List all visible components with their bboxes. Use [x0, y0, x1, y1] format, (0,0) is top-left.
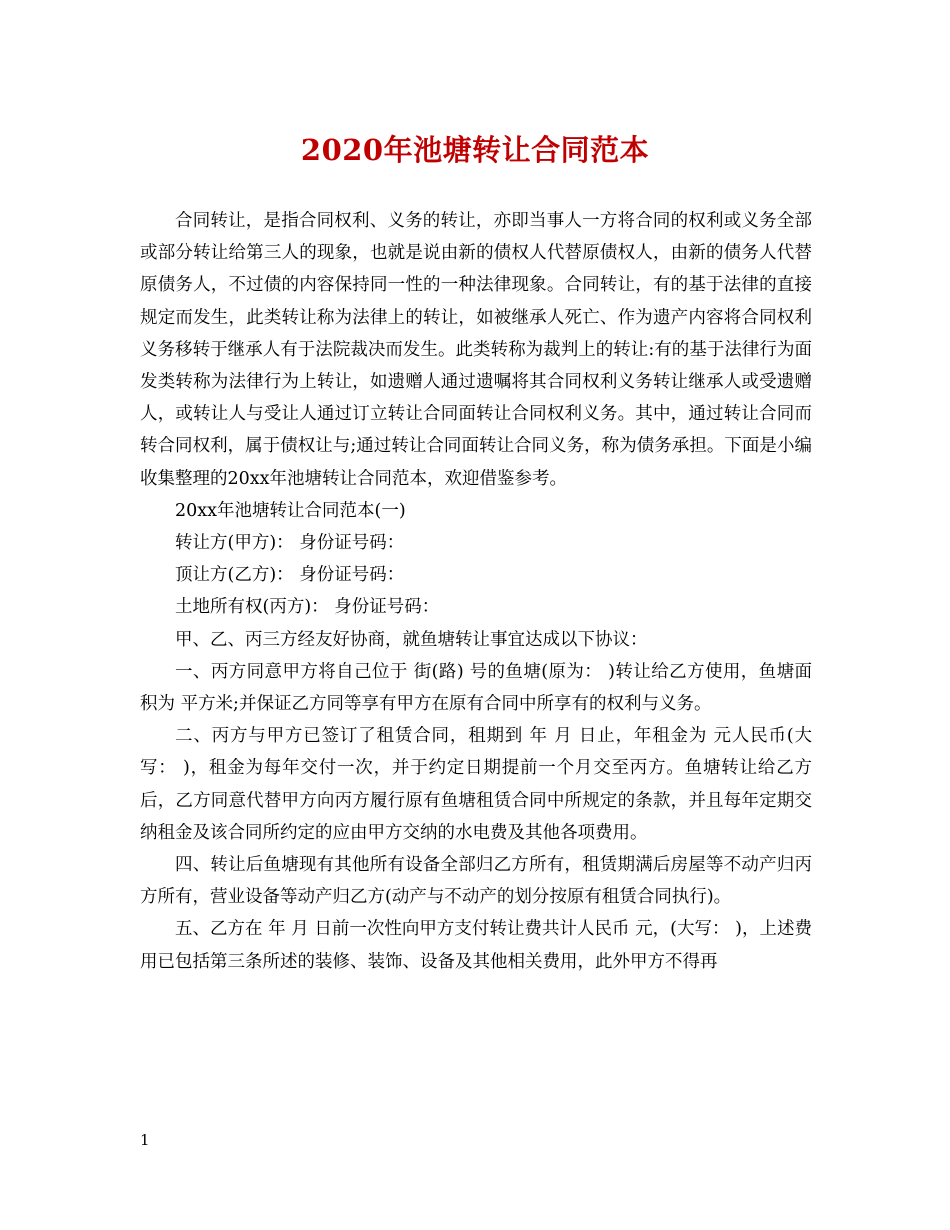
clause-5: 五、乙方在 年 月 日前一次性向甲方支付转让费共计人民币 元，(大写： )，上述费用已包括第三条所述的装修、装饰、设备及其他相关费用，此外甲方不得再	[140, 919, 812, 972]
page-number: 1	[140, 1131, 150, 1149]
clause-4: 四、转让后鱼塘现有其他所有设备全部归乙方所有，租赁期满后房屋等不动产归丙方所有，营业设备等动产归乙方(动产与不动产的划分按原有租赁合同执行)。	[140, 855, 812, 908]
party-b-line: 顶让方(乙方)： 身份证号码：	[175, 565, 405, 586]
agreement-intro: 甲、乙、丙三方经友好协商，就鱼塘转让事宜达成以下协议：	[175, 629, 648, 650]
document-body	[140, 205, 812, 978]
intro-paragraph: 合同转让，是指合同权利、义务的转让，亦即当事人一方将合同的权利或义务全部或部分转让给第三人的现象，也就是说由新的债权人代替原债权人，由新的债务人代替原债务人，不过债的内容保持同一性的一种法律现象。合同转让，有的基于法律的直接规定而发生，此类转让称为法律上的转让，如被继承人死亡、作为遗产内容将合同权利义务移转于继承人有于法院裁决而发生。此类转称为裁判上的转让:有的基于法律行为面发类转称为法律行为上转让，如遗赠人通过遗嘱将其合同权利义务转让继承人或受遗赠人，或转让人与受让人通过订立转让合同面转让合同权利义务。其中，通过转让合同而转合同权利，属于债权让与;通过转让合同面转让合同义务，称为债务承担。下面是小编收集整理的20xx年池塘转让合同范本，欢迎借鉴参考。	[140, 211, 812, 489]
section-heading: 20xx年池塘转让合同范本(一)	[175, 500, 406, 521]
document-title: 2020年池塘转让合同范本	[300, 133, 650, 167]
party-c-line: 土地所有权(丙方)： 身份证号码：	[175, 597, 440, 618]
clause-1: 一、丙方同意甲方将自己位于 街(路) 号的鱼塘(原为： )转让给乙方使用，鱼塘面积为 平方米;并保证乙方同等享有甲方在原有合同中所享有的权利与义务。	[140, 661, 812, 715]
clause-2: 二、丙方与甲方已签订了租赁合同，租期到 年 月 日止，年租金为 元人民币(大写： )，租金为每年交付一次，并于约定日期提前一个月交至丙方。鱼塘转让给乙方后，乙方同意代替甲方向丙方履行原有鱼塘租赁合同中所规定的条款，并且每年定期交纳租金及该合同所约定的应由甲方交纳的水电费及其他各项费用。	[140, 726, 812, 843]
party-a-line: 转让方(甲方)： 身份证号码：	[175, 533, 405, 554]
